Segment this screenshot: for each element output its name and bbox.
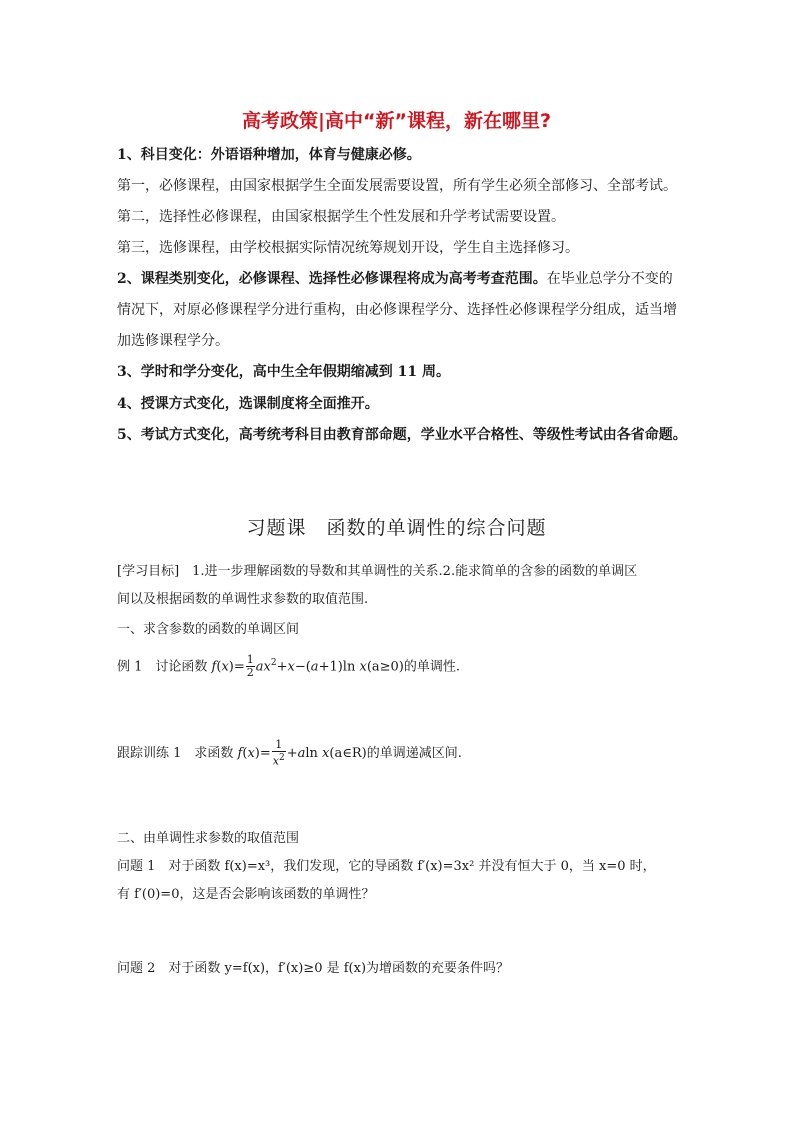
goal-line1: [学习目标] 1.进一步理解函数的导数和其单调性的关系.2.能求简单的含参的函数的单调区 [117, 564, 638, 579]
notice-p4: 第三，选修课程，由学校根据实际情况统筹规划开设，学生自主选择修习。 [117, 240, 579, 256]
ex1-prefix: 例 1 讨论函数 [117, 659, 212, 675]
notice-p2: 第一，必修课程，由国家根据学生全面发展需要设置，所有学生必须全部修习、全部考试。 [117, 178, 677, 194]
question1-line2: 有 f′(0)=0，这是否会影响该函数的单调性？ [117, 887, 375, 902]
notice-p5-line3: 加选修课程学分。 [117, 333, 229, 349]
tracking-exercise-1: 跟踪训练 1 求函数 f(x)= $\frac{1}{x^2}$ +aln x(a∈R)的单调递减区间. [117, 738, 462, 768]
fraction-half: $\frac{1}{2}$ [246, 653, 254, 680]
track1-suffix: (a∈R)的单调递减区间. [329, 746, 462, 761]
lesson-title: 习题课 函数的单调性的综合问题 [246, 517, 547, 539]
question1-line1: 问题 1 对于函数 f(x)=x³，我们发现，它的导函数 f′(x)=3x² 并没有恒大于 0，当 x=0 时， [117, 859, 656, 874]
notice-p7: 4、授课方式变化，选课制度将全面推开。 [117, 396, 379, 412]
section1-heading: 一、求含参数的函数的单调区间 [117, 622, 300, 637]
notice-p5-rest: 在毕业总学分不变的 [546, 271, 673, 287]
notice-p5-line2: 情况下，对原必修课程学分进行重构，由必修课程学分、选择性必修课程学分组成，适当增 [117, 302, 677, 318]
goal-line2: 间以及根据函数的单调性求参数的取值范围. [117, 592, 369, 607]
notice-p1: 1、科目变化：外语语种增加，体育与健康必修。 [117, 147, 421, 163]
notice-p8: 5、考试方式变化，高考统考科目由教育部命题，学业水平合格性、等级性考试由各省命题。 [117, 427, 687, 443]
track1-prefix: 跟踪训练 1 求函数 [117, 746, 238, 761]
question2: 问题 2 对于函数 y=f(x)，f′(x)≥0 是 f(x)为增函数的充要条件吗？ [117, 961, 510, 976]
example1: 例 1 讨论函数 f(x)= $\frac{1}{2}$ $ax^2+x-(a+1)\ln$ x(a≥0)的单调性. [117, 653, 461, 680]
section2-heading: 二、由单调性求参数的取值范围 [117, 831, 300, 846]
notice-p5-bold: 2、课程类别变化，必修课程、选择性必修课程将成为高考考查范围。 [117, 271, 547, 287]
notice-title: 高考政策|高中“新”课程，新在哪里? [242, 110, 551, 132]
notice-p6: 3、学时和学分变化，高中生全年假期缩减到 11 周。 [117, 364, 450, 380]
ex1-suffix: (a≥0)的单调性. [366, 659, 461, 675]
notice-p3: 第二，选择性必修课程，由国家根据学生个性发展和升学考试需要设置。 [117, 209, 565, 225]
notice-p5-line1 [117, 269, 673, 289]
fraction-one-over-x2: $\frac{1}{x^2}$ [272, 738, 285, 768]
